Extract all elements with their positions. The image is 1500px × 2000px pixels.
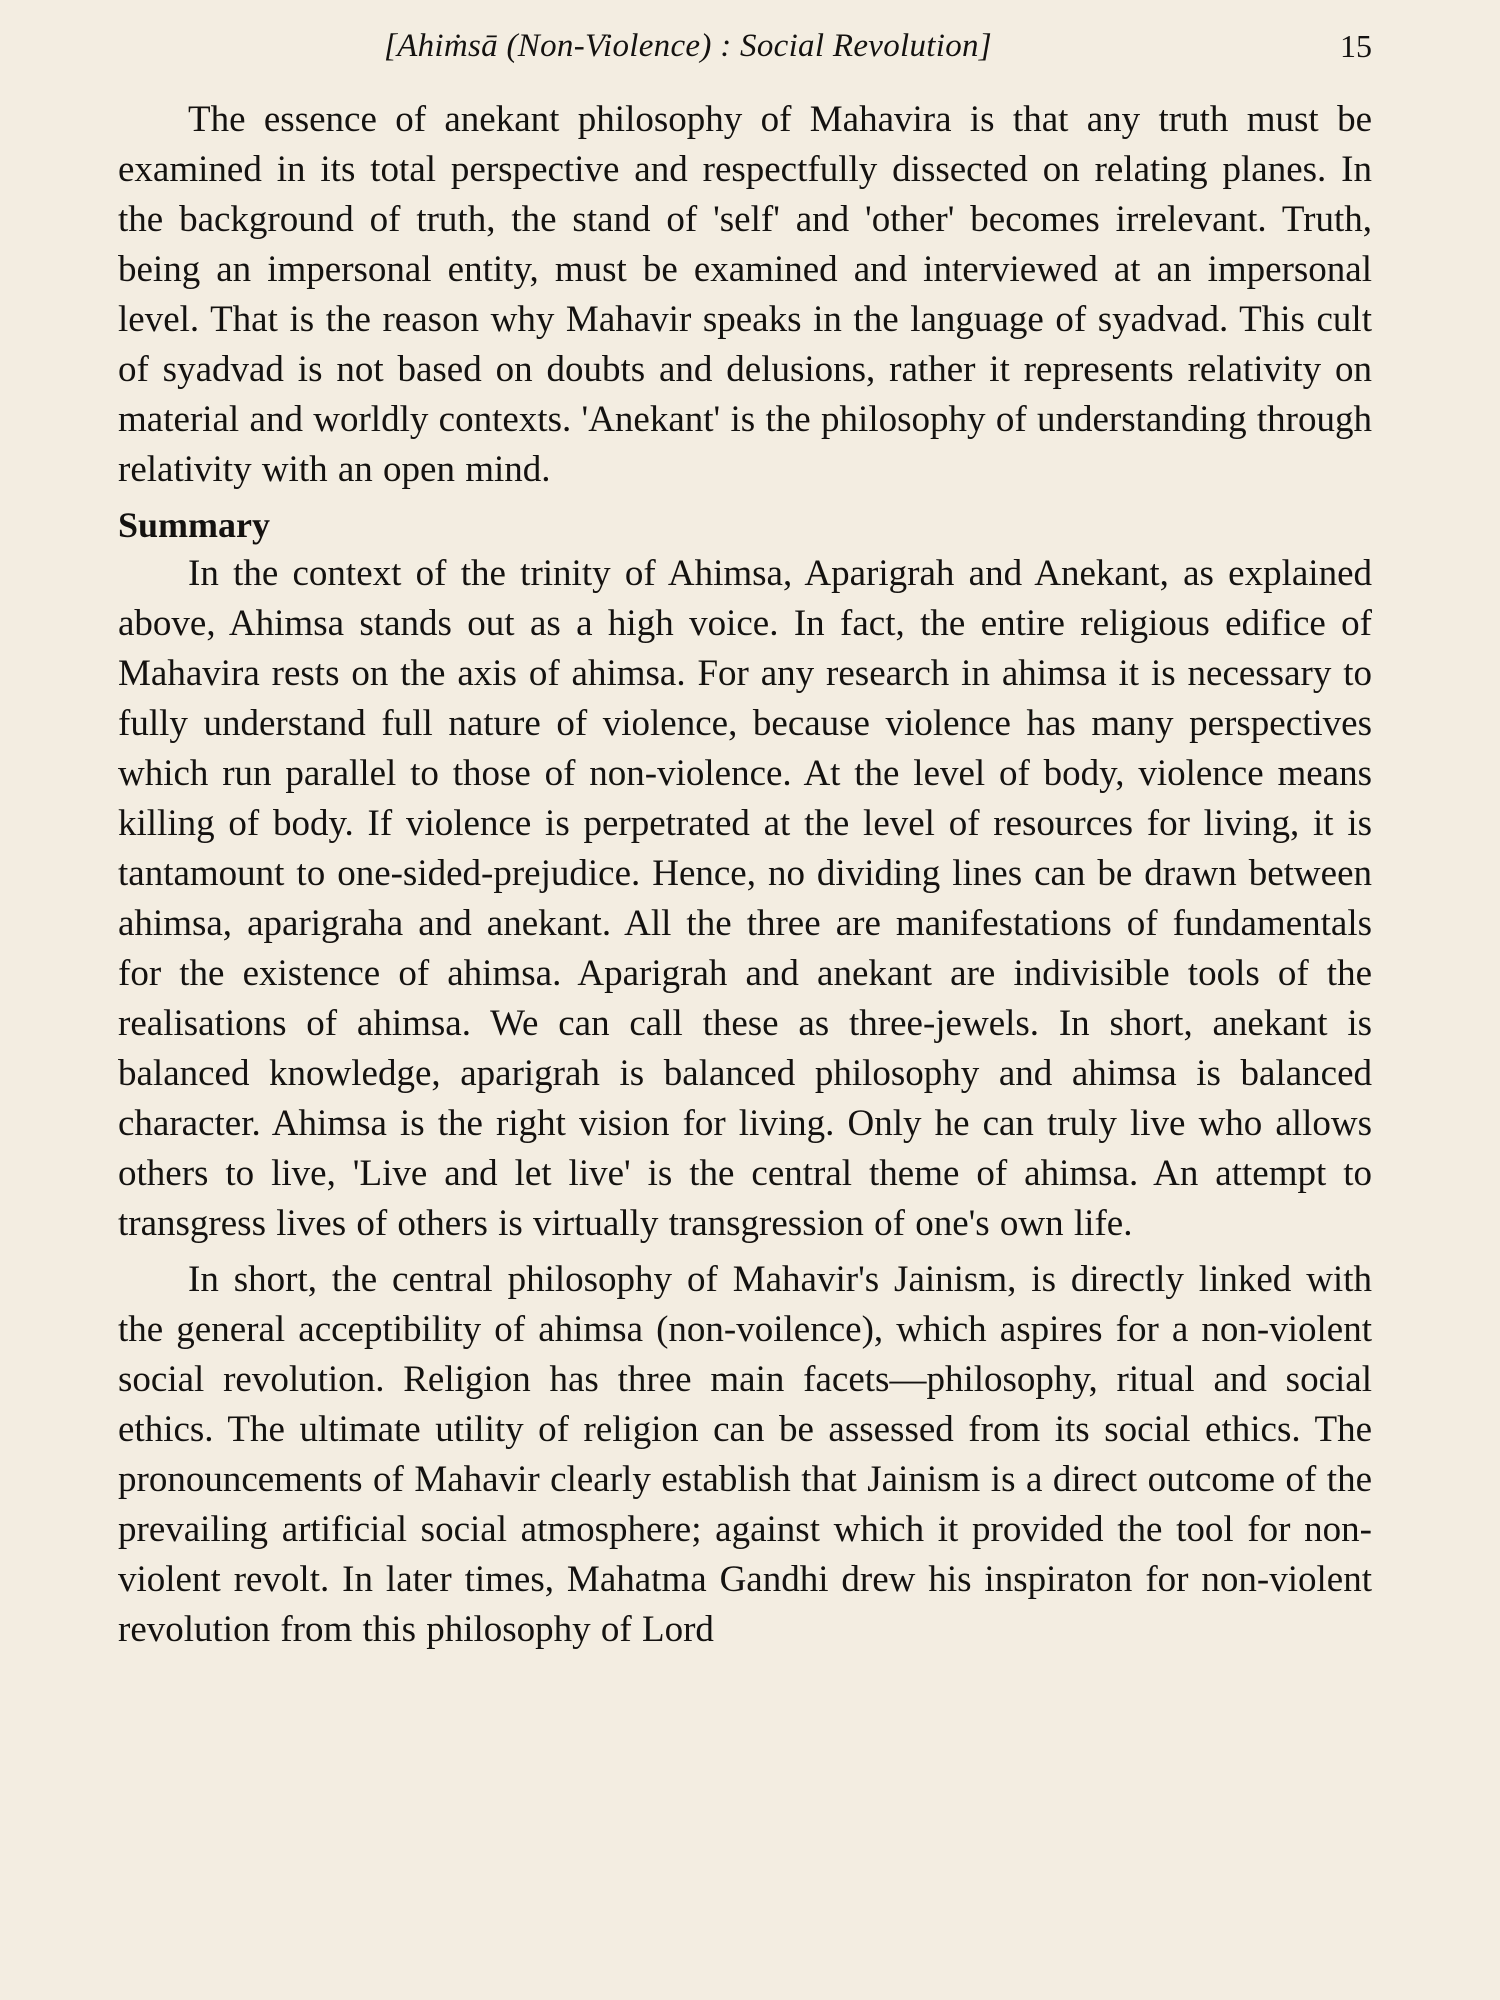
running-title: [Ahiṁsā (Non-Violence) : Social Revolution] (384, 28, 992, 64)
summary-heading: Summary (118, 505, 270, 545)
paragraph-anekant: The essence of anekant philosophy of Mahavira is that any truth must be examined in its total perspective and respectfully dissected on relating planes. In the background of truth, the stand of 'self' and 'other' becomes irrelevant. Truth, being an impersonal entity, must be examined and interviewed at an impersonal level. That is the reason why Mahavir speaks in the language of syadvad. This cult of syadvad is not based on doubts and delusions, rather it represents relativity on material and worldly contexts. 'Anekant' is the philosophy of understanding through relativity with an open mind. (118, 99, 1372, 490)
page-body (118, 95, 1372, 1655)
page-number: 15 (1340, 28, 1372, 64)
page-header (0, 20, 1500, 70)
paragraph-summary: In the context of the trinity of Ahimsa, Aparigrah and Anekant, as explained above, Ahimsa stands out as a high voice. In fact, the entire religious edifice of Mahavira rests on the axis of ahimsa. For any research in ahimsa it is necessary to fully understand full nature of violence, because violence has many perspectives which run parallel to those of non-violence. At the level of body, violence means killing of body. If violence is perpetrated at the level of resources for living, it is tantamount to one-sided-prejudice. Hence, no dividing lines can be drawn between ahimsa, aparigraha and anekant. All the three are manifestations of fundamentals for the existence of ahimsa. Aparigrah and anekant are indivisible tools of the realisations of ahimsa. We can call these as three-jewels. In short, anekant is balanced knowledge, aparigrah is balanced philosophy and ahimsa is balanced character. Ahimsa is the right vision for living. Only he can truly live who allows others to live, 'Live and let live' is the central theme of ahimsa. An attempt to transgress lives of others is virtually transgression of one's own life. (118, 553, 1372, 1244)
paragraph-conclusion: In short, the central philosophy of Mahavir's Jainism, is directly linked with the general acceptibility of ahimsa (non-voilence), which aspires for a non-violent social revolution. Religion has three main facets—philosophy, ritual and social ethics. The ultimate utility of religion can be assessed from its social ethics. The pronouncements of Mahavir clearly establish that Jainism is a direct outcome of the prevailing artificial social atmosphere; against which it provided the tool for non-violent revolt. In later times, Mahatma Gandhi drew his inspiraton for non-violent revolution from this philosophy of Lord (118, 1259, 1372, 1650)
